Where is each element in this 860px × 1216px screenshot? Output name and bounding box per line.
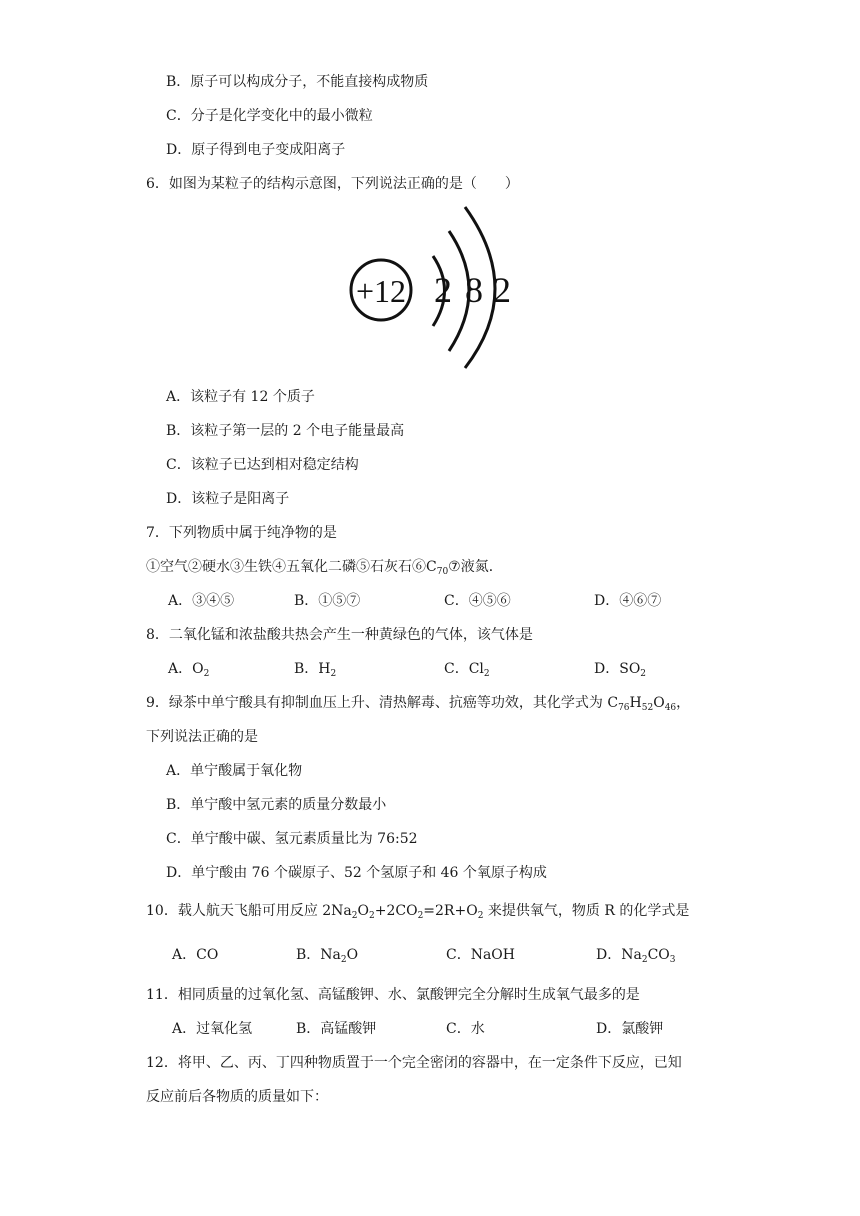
q12-stem-line2: 反应前后各物质的质量如下： [146,1089,328,1105]
nucleus-charge: +12 [355,273,407,309]
q11-option-a: A．过氧化氢 [172,1021,253,1037]
shell-1-electrons: 2 [434,270,452,310]
q6-option-c: C．该粒子已达到相对稳定结构 [166,457,359,473]
q11-option-c: C．水 [446,1021,485,1037]
q9-stem-line2: 下列说法正确的是 [146,729,258,745]
q6-option-d: D．该粒子是阳离子 [166,491,290,507]
q10-option-b: B．$Na_2O$ [296,947,359,965]
atom-structure-svg [340,198,530,378]
q7-option-b: B．①⑤⑦ [294,593,361,609]
shell-3-electrons: 2 [493,270,511,310]
q10-option-a: A．CO [172,947,219,963]
q8-option-c: C．$Cl_2$ [444,661,490,679]
shell-2-electrons: 8 [465,270,483,310]
q9-option-a: A．单宁酸属于氧化物 [166,763,303,779]
q7-stem: 7．下列物质中属于纯净物的是 [146,525,337,541]
atom-structure-diagram [340,198,530,378]
q9-stem: 9．绿茶中单宁酸具有抑制血压上升、清热解毒、抗癌等功效，其化学式为 $C_{76}H_{52}O_{46}$， [146,695,691,713]
q8-option-b: B．$H_2$ [294,661,337,679]
q5-option-d: D．原子得到电子变成阳离子 [166,142,346,158]
q6-option-a: A．该粒子有 12 个质子 [166,389,315,405]
q9-option-d: D．单宁酸由 76 个碳原子、52 个氢原子和 46 个氧原子构成 [166,865,547,881]
q5-option-c: C．分子是化学变化中的最小微粒 [166,108,373,124]
q9-option-b: B．单宁酸中氢元素的质量分数最小 [166,797,387,813]
q10-option-c: C．NaOH [446,947,515,963]
q7-items: ①空气②硬水③生铁④五氧化二磷⑤石灰石$⑥C_{70}⑦$液氮． [146,559,503,577]
q11-option-d: D．氯酸钾 [596,1021,664,1037]
q12-stem-line1: 12．将甲、乙、丙、丁四种物质置于一个完全密闭的容器中，在一定条件下反应，已知 [146,1055,682,1071]
q7-option-c: C．④⑤⑥ [444,593,511,609]
q7-option-d: D．④⑥⑦ [594,593,662,609]
q10-option-d: D．$Na_2CO_3$ [596,947,676,965]
q7-option-a: A．③④⑤ [168,593,235,609]
q6-stem: 6．如图为某粒子的结构示意图，下列说法正确的是（ ） [146,176,519,192]
q11-stem: 11．相同质量的过氧化氢、高锰酸钾、水、氯酸钾完全分解时生成氧气最多的是 [146,987,640,1003]
q9-option-c: C．单宁酸中碳、氢元素质量比为 76:52 [166,831,418,847]
q8-stem: 8．二氧化锰和浓盐酸共热会产生一种黄绿色的气体，该气体是 [146,627,533,643]
q5-option-b: B．原子可以构成分子，不能直接构成物质 [166,74,429,90]
q11-option-b: B．高锰酸钾 [296,1021,377,1037]
q8-option-a: A．$O_2$ [168,661,210,679]
q8-option-d: D．$SO_2$ [594,661,647,679]
q6-option-b: B．该粒子第一层的 2 个电子能量最高 [166,423,405,439]
q10-stem: 10．载人航天飞船可用反应 $2Na_2O_2+2CO_2=2R+O_2$ 来提供氧气，物质 R 的化学式是 [146,903,690,921]
